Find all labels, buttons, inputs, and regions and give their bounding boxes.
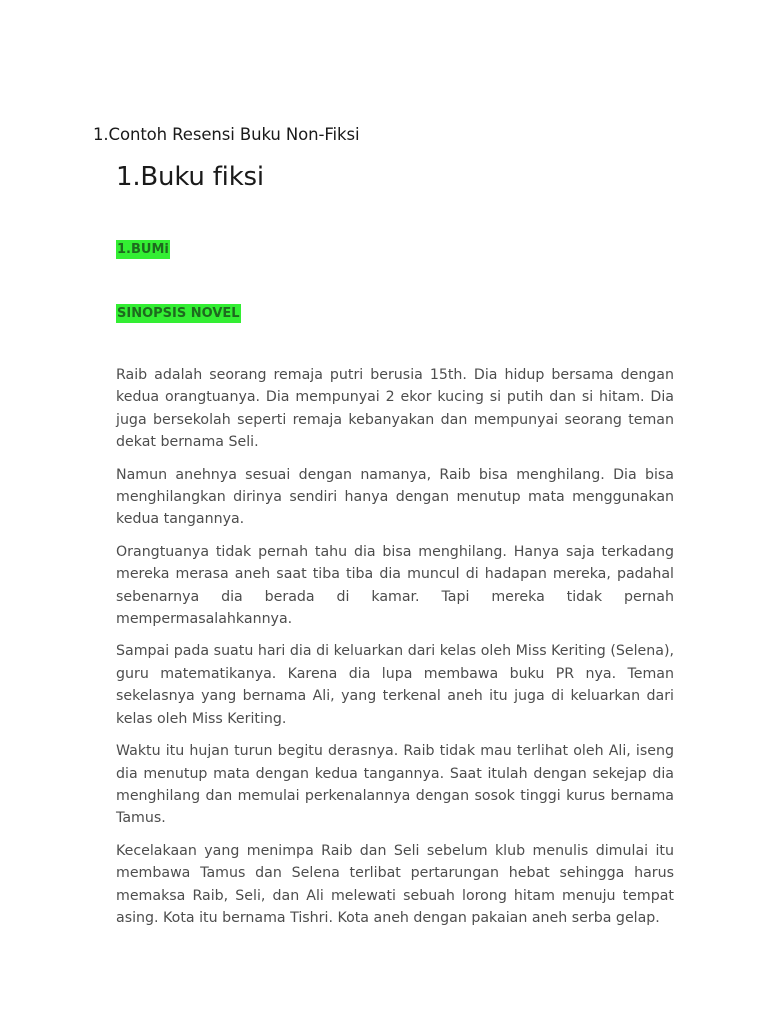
synopsis-label-highlight: SINOPSIS NOVEL [117, 306, 240, 321]
book-title-highlight: 1.BUMi [117, 242, 169, 257]
section-heading: 1.Buku fiksi [116, 162, 264, 192]
paragraph: Orangtuanya tidak pernah tahu dia bisa menghilang. Hanya saja terkadang mereka merasa aneh saat tiba tiba dia muncul di hadapan mereka, padahal sebenarnya dia berada di kamar. Tapi mereka tidak pernah mempermasalahkannya. [116, 543, 674, 628]
paragraph: Namun anehnya sesuai dengan namanya, Raib bisa menghilang. Dia bisa menghilangkan dirinya sendiri hanya dengan menutup mata menggunakan kedua tangannya. [116, 466, 674, 528]
synopsis-body [116, 364, 674, 939]
document-heading: 1.Contoh Resensi Buku Non-Fiksi [93, 125, 360, 144]
paragraph: Waktu itu hujan turun begitu derasnya. Raib tidak mau terlihat oleh Ali, iseng dia menutup mata dengan kedua tangannya. Saat itulah dengan sekejap dia menghilang dan memulai perkenalannya dengan sosok tinggi kurus bernama Tamus. [116, 743, 674, 827]
paragraph: Sampai pada suatu hari dia di keluarkan dari kelas oleh Miss Keriting (Selena), guru matematikanya. Karena dia lupa membawa buku PR nya. Teman sekelasnya yang bernama Ali, yang terkenal aneh itu juga di keluarkan dari kelas oleh Miss Keriting. [116, 643, 674, 727]
paragraph: Raib adalah seorang remaja putri berusia 15th. Dia hidup bersama dengan kedua orangtuanya. Dia mempunyai 2 ekor kucing si putih dan si hitam. Dia juga bersekolah seperti remaja kebanyakan dan mempunyai seorang teman dekat bernama Seli. [116, 367, 674, 451]
paragraph: Kecelakaan yang menimpa Raib dan Seli sebelum klub menulis dimulai itu membawa Tamus dan Selena terlibat pertarungan hebat sehingga harus memaksa Raib, Seli, dan Ali melewati sebuah lorong hitam menuju tempat asing. Kota itu bernama Tishri. Kota aneh dengan pakaian aneh serba gelap. [116, 842, 674, 926]
